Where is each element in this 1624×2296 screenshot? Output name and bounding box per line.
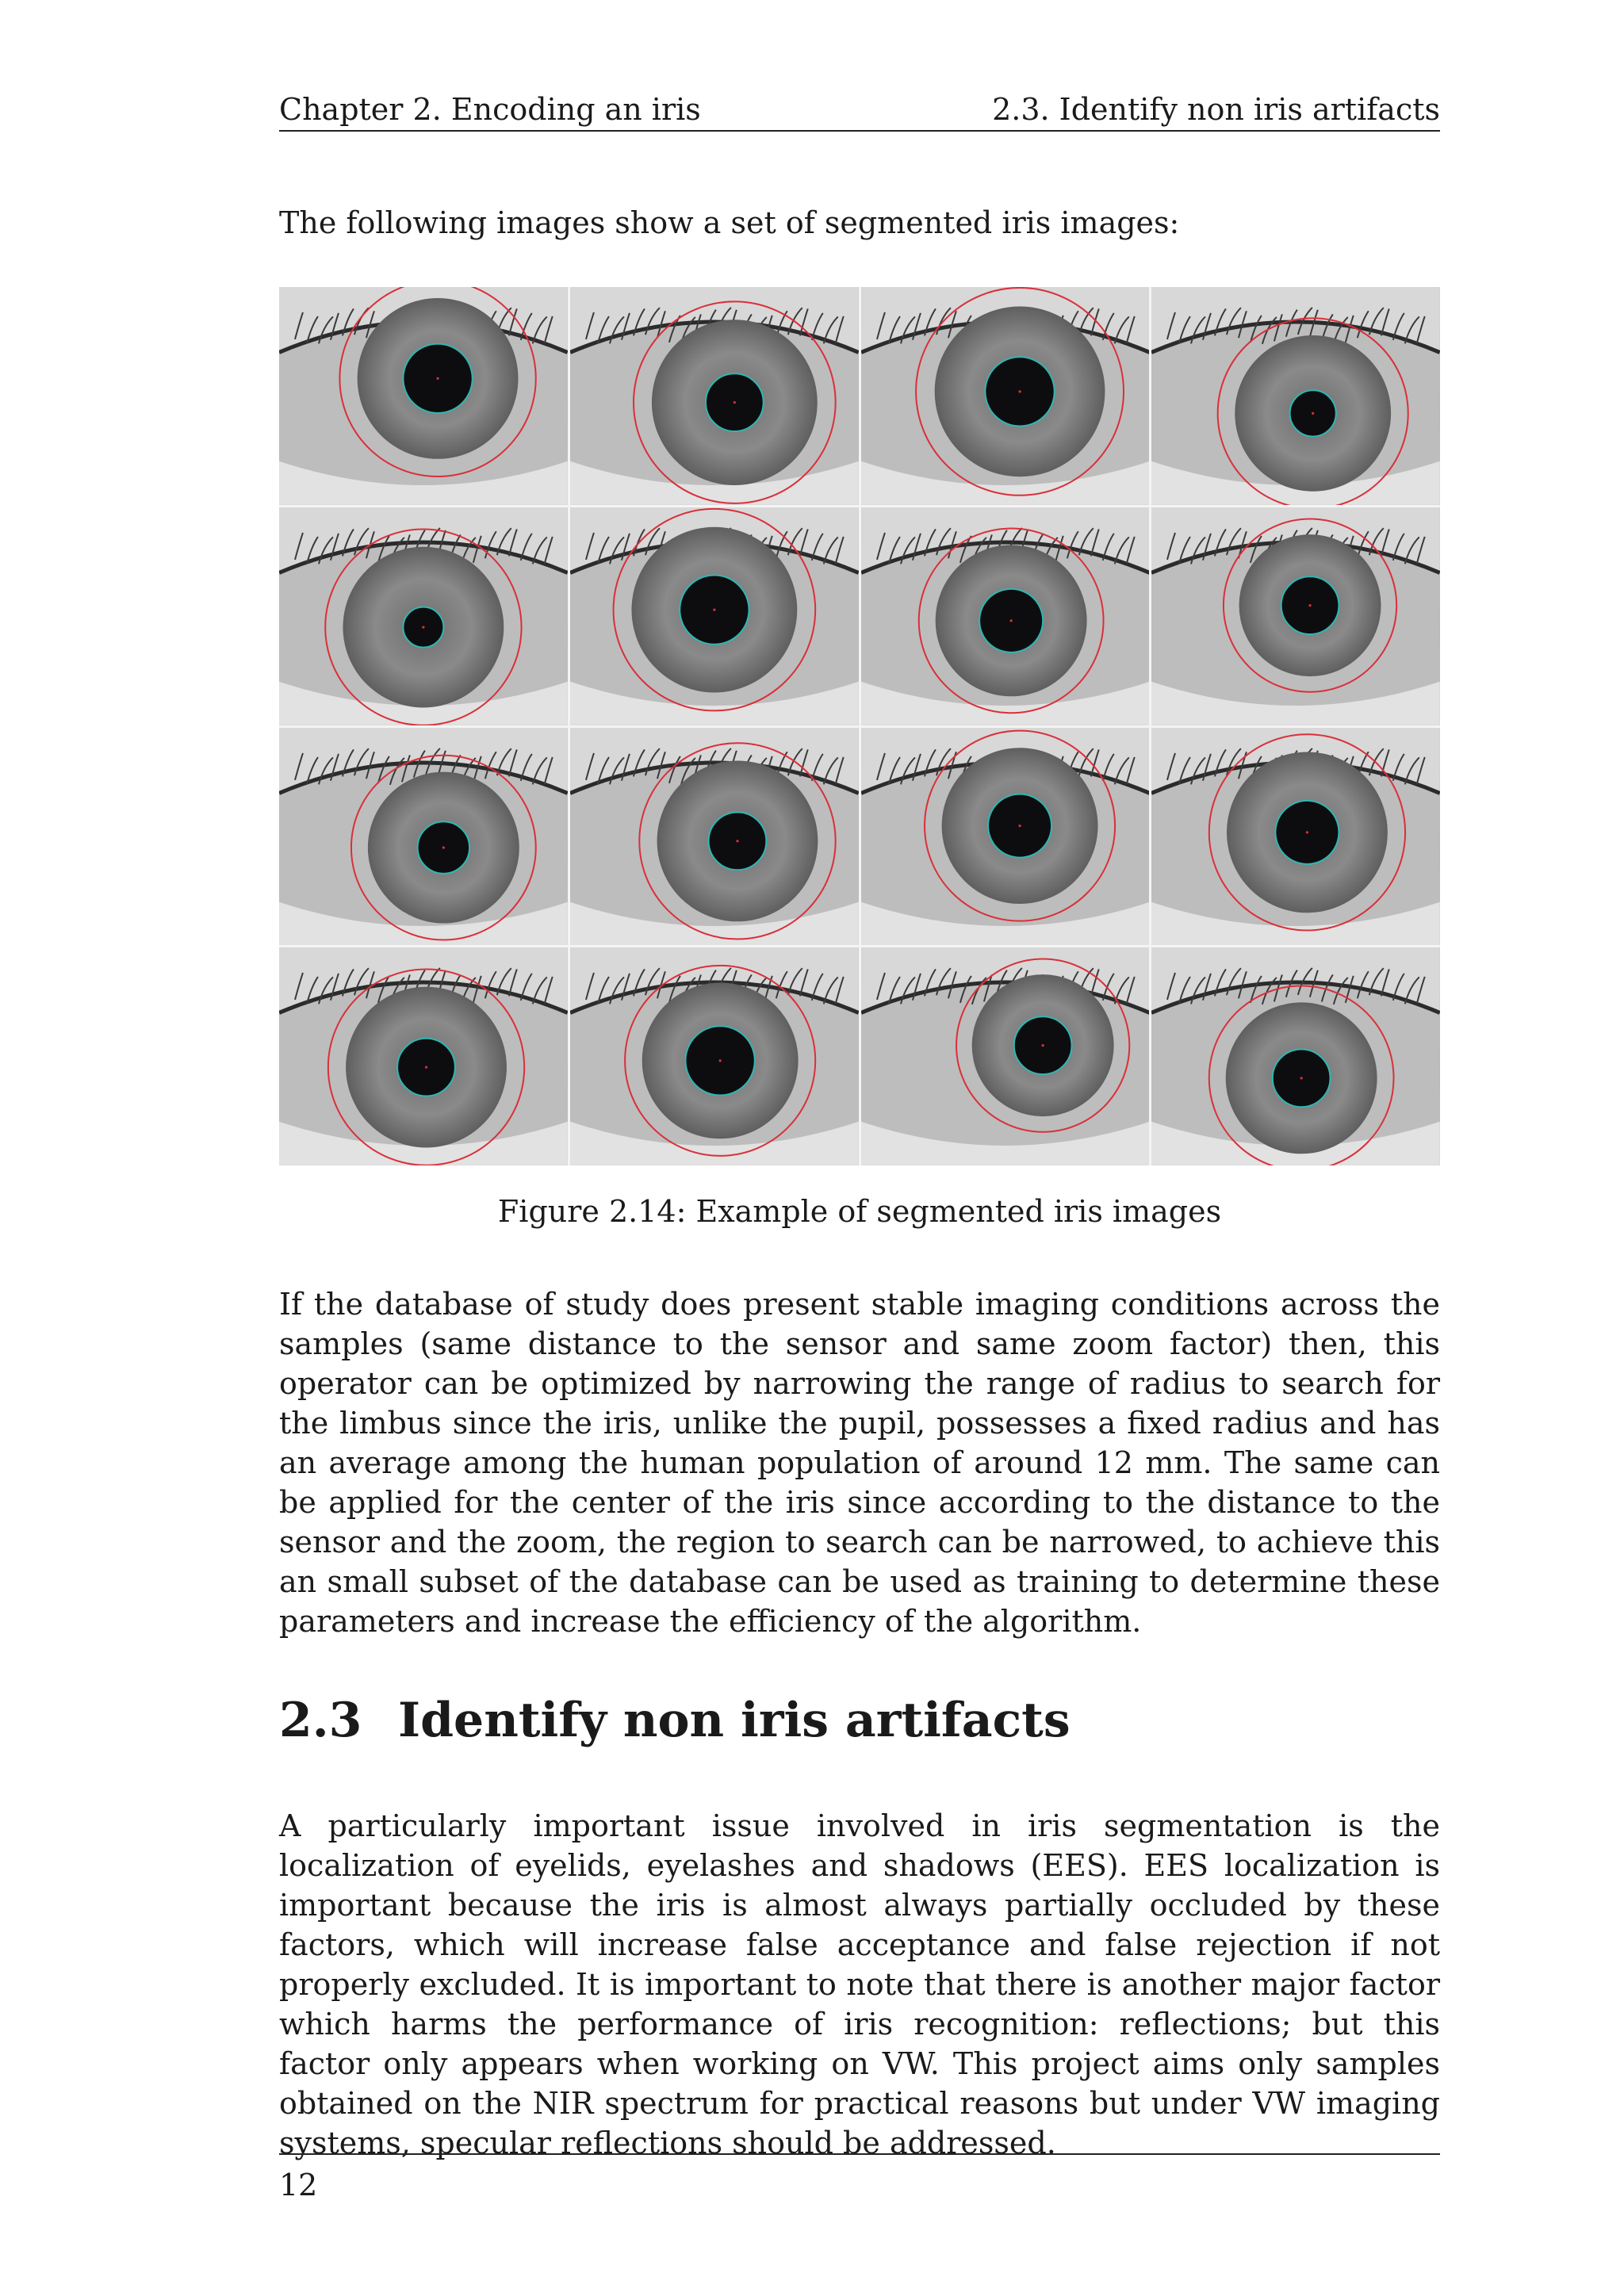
eye-illustration: [1151, 947, 1440, 1165]
segmented-iris-image: [570, 287, 859, 505]
running-header: [279, 89, 1440, 132]
intro-sentence: The following images show a set of segmented iris images:: [279, 205, 1180, 240]
segmented-iris-image: [861, 507, 1150, 725]
segmented-iris-image: [1151, 287, 1440, 505]
eye-illustration: [279, 947, 568, 1165]
body-paragraph: A particularly important issue involved in iris segmentation is the localization of eyelids, eyelashes and shadows (EES). EES localization is important because the iris is almost always partially occluded by these factors, which will increase false acceptance and false rejection if not properly excluded. It is important to note that there is another major factor which harms the performance of iris recognition: reflections; but this factor only appears when working on VW. This project aims only samples obtained on the NIR spectrum for practical reasons but under VW imaging systems, specular reflections should be addressed.: [279, 1808, 1440, 2160]
segmented-iris-image: [279, 728, 568, 946]
figure-caption: Figure 2.14: Example of segmented iris images: [497, 1194, 1222, 1229]
eye-illustration: [1151, 507, 1440, 725]
eye-illustration: [570, 287, 859, 505]
segmented-iris-image: [279, 287, 568, 505]
segmented-iris-image: [570, 728, 859, 946]
header-chapter: Chapter 2. Encoding an iris: [279, 92, 701, 127]
eye-illustration: [861, 287, 1150, 505]
section-heading: [279, 1689, 1440, 1752]
segmented-iris-image: [861, 287, 1150, 505]
header-section: 2.3. Identify non iris artifacts: [992, 92, 1440, 127]
eye-illustration: [279, 287, 568, 505]
segmented-iris-image: [861, 728, 1150, 946]
eye-illustration: [861, 507, 1150, 725]
segmented-iris-image: [279, 507, 568, 725]
segmented-iris-image: [861, 947, 1150, 1165]
segmented-iris-image: [279, 947, 568, 1165]
eye-illustration: [570, 728, 859, 946]
section-title: Identify non iris artifacts: [398, 1693, 1071, 1748]
iris-image-figure: [279, 287, 1440, 1165]
segmented-iris-image: [570, 947, 859, 1165]
eye-illustration: [279, 507, 568, 725]
segmented-iris-image: [1151, 947, 1440, 1165]
page-number: 12: [279, 2168, 318, 2202]
eye-illustration: [570, 947, 859, 1165]
body-paragraph: If the database of study does present stable imaging conditions across the samples (same distance to the sensor and same zoom factor) then, this operator can be optimized by narrowing the range of radius to search for the limbus since the iris, unlike the pupil, possesses a fixed radius and has an average among the human population of around 12 mm. The same can be applied for the center of the iris since according to the distance to the sensor and the zoom, the region to search can be narrowed, to achieve this an small subset of the database can be used as training to determine these parameters and increase the efficiency of the algorithm.: [279, 1287, 1440, 1639]
segmented-iris-image: [1151, 507, 1440, 725]
eye-illustration: [1151, 287, 1440, 505]
footer-rule: [279, 2153, 1440, 2155]
eye-illustration: [861, 728, 1150, 946]
eye-illustration: [1151, 728, 1440, 946]
eye-illustration: [279, 728, 568, 946]
segmented-iris-image: [570, 507, 859, 725]
eye-illustration: [861, 947, 1150, 1165]
eye-illustration: [570, 507, 859, 725]
section-number: 2.3: [279, 1693, 362, 1748]
segmented-iris-image: [1151, 728, 1440, 946]
